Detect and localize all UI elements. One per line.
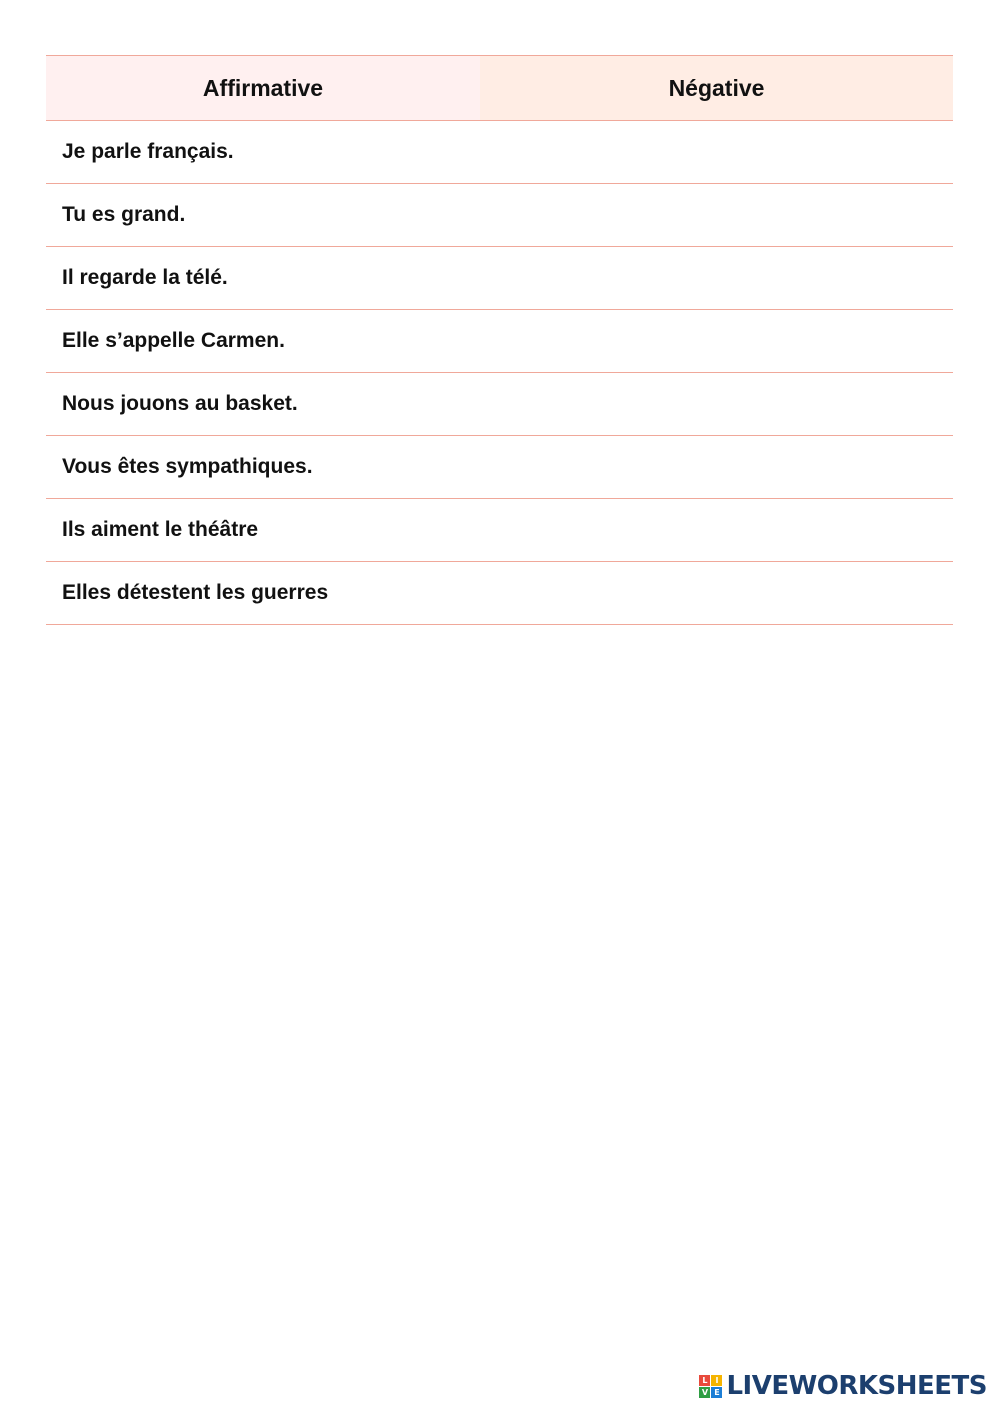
logo-letter: L bbox=[699, 1375, 710, 1386]
liveworksheets-logo-icon bbox=[699, 1375, 722, 1398]
affirmative-cell: Elle s’appelle Carmen. bbox=[46, 310, 480, 373]
negative-cell bbox=[480, 562, 953, 625]
affirmative-cell: Ils aiment le théâtre bbox=[46, 499, 480, 562]
table-row bbox=[46, 499, 953, 562]
header-affirmative: Affirmative bbox=[46, 56, 480, 121]
negative-answer-input[interactable] bbox=[480, 185, 953, 245]
negative-answer-input[interactable] bbox=[480, 248, 953, 308]
table-row bbox=[46, 373, 953, 436]
negative-cell bbox=[480, 310, 953, 373]
affirmative-cell: Vous êtes sympathiques. bbox=[46, 436, 480, 499]
affirmative-cell: Elles détestent les guerres bbox=[46, 562, 480, 625]
table-row bbox=[46, 562, 953, 625]
negative-answer-input[interactable] bbox=[480, 122, 953, 182]
negative-answer-input[interactable] bbox=[480, 437, 953, 497]
table-row bbox=[46, 121, 953, 184]
table-row bbox=[46, 247, 953, 310]
negative-answer-input[interactable] bbox=[480, 374, 953, 434]
table-header-row bbox=[46, 56, 953, 121]
liveworksheets-brand bbox=[699, 1371, 987, 1401]
negative-cell bbox=[480, 184, 953, 247]
affirmative-cell: Tu es grand. bbox=[46, 184, 480, 247]
conjugation-table bbox=[46, 55, 953, 625]
table-row bbox=[46, 184, 953, 247]
negative-answer-input[interactable] bbox=[480, 563, 953, 623]
header-negative: Négative bbox=[480, 56, 953, 121]
logo-letter: V bbox=[699, 1387, 710, 1398]
negative-cell bbox=[480, 121, 953, 184]
negative-cell bbox=[480, 436, 953, 499]
negative-answer-input[interactable] bbox=[480, 311, 953, 371]
logo-letter: E bbox=[711, 1387, 722, 1398]
table-row bbox=[46, 310, 953, 373]
affirmative-cell: Il regarde la télé. bbox=[46, 247, 480, 310]
negative-cell bbox=[480, 247, 953, 310]
negative-answer-input[interactable] bbox=[480, 500, 953, 560]
brand-name: LIVEWORKSHEETS bbox=[726, 1371, 987, 1401]
table-row bbox=[46, 436, 953, 499]
worksheet bbox=[46, 55, 953, 625]
negative-cell bbox=[480, 373, 953, 436]
affirmative-cell: Nous jouons au basket. bbox=[46, 373, 480, 436]
logo-letter: I bbox=[711, 1375, 722, 1386]
negative-cell bbox=[480, 499, 953, 562]
affirmative-cell: Je parle français. bbox=[46, 121, 480, 184]
